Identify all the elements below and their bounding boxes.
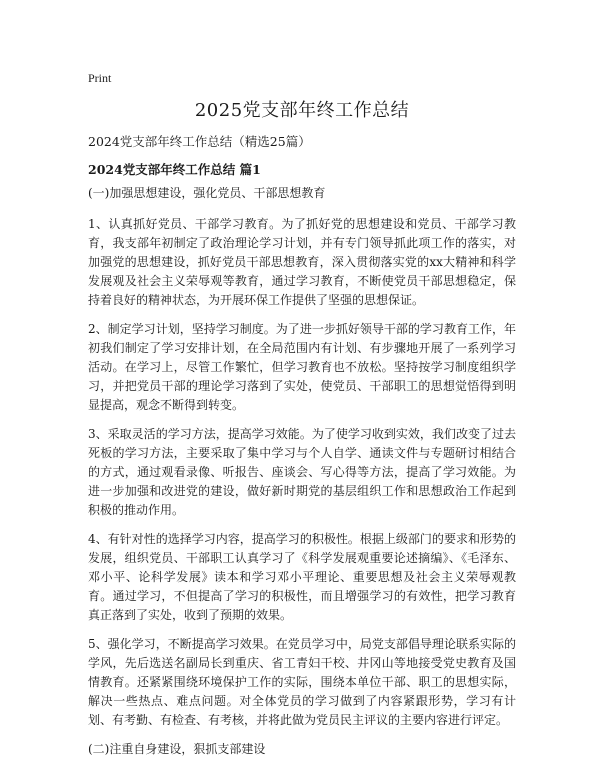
body-paragraph: 4、有针对性的选择学习内容，提高学习的积极性。根据上级部门的要求和形势的发展，组织党员、干部职工认真学习了《科学发展观重要论述摘编》、《毛泽东、邓小平、论科学发展》读本和学习邓小平理论、重要思想及社会主义荣辱观教育。通过学习，不但提高了学习的积极性，而且增强学习的有效性，把学习教育真正落到了实处，收到了预期的效果。 (88, 532, 516, 622)
body-paragraph: 1、认真抓好党员、干部学习教育。为了抓好党的思想建设和党员、干部学习教育，我支部年初制定了政治理论学习计划，并有专门领导抓此项工作的落实，对加强党的思想建设，抓好党员干部思想教育，深入贯彻落实党的xx大精神和科学发展观及社会主义荣辱观等教育，通过学习教育，不断使党员干部思想稳定，保持着良好的精神状态，为开展环保工作提供了坚强的思想保证。 (88, 217, 516, 307)
print-link[interactable]: Print (88, 71, 112, 85)
document-subtitle: 2024党支部年终工作总结（精选25篇） (88, 134, 311, 149)
subsection-heading: (一)加强思想建设，强化党员、干部思想教育 (88, 186, 326, 200)
document-body (88, 184, 516, 771)
body-paragraph: 5、强化学习，不断提高学习效果。在党员学习中，局党支部倡导理论联系实际的学风，先后选送名副局长到重庆、省工青妇干校、井冈山等地接受党史教育及国情教育。还紧紧围绕环境保护工作的实际，围绕本单位干部、职工的思想实际，解决一些热点、难点问题。对全体党员的学习做到了内容紧跟形势，学习有计划、有考勤、有检查、有考核，并将此做为党员民主评议的主要内容进行评定。 (88, 637, 516, 727)
body-paragraph: 2、制定学习计划，坚持学习制度。为了进一步抓好领导干部的学习教育工作，年初我们制定了学习安排计划，在全局范围内有计划、有步骤地开展了一系列学习活动。在学习上，尽管工作繁忙，但学习教育也不放松。坚持按学习制度组织学习，并把党员干部的理论学习落到了实处，使党员、干部职工的思想觉悟得到明显提高，观念不断得到转变。 (88, 322, 516, 412)
section-heading: 2024党支部年终工作总结 篇1 (88, 162, 261, 177)
page-title: 2025党支部年终工作总结 (194, 100, 410, 121)
subsection-heading: (二)注重自身建设，狠抓支部建设 (88, 742, 266, 756)
body-paragraph: 3、采取灵活的学习方法，提高学习效能。为了使学习收到实效，我们改变了过去死板的学习方法，主要采取了集中学习与个人自学、通读文件与专题研讨相结合的方式，通过观看录像、听报告、座谈会、写心得等方法，提高了学习效能。为进一步加强和改进党的建设，做好新时期党的基层组织工作和思想政治工作起到积极的推动作用。 (88, 427, 516, 517)
